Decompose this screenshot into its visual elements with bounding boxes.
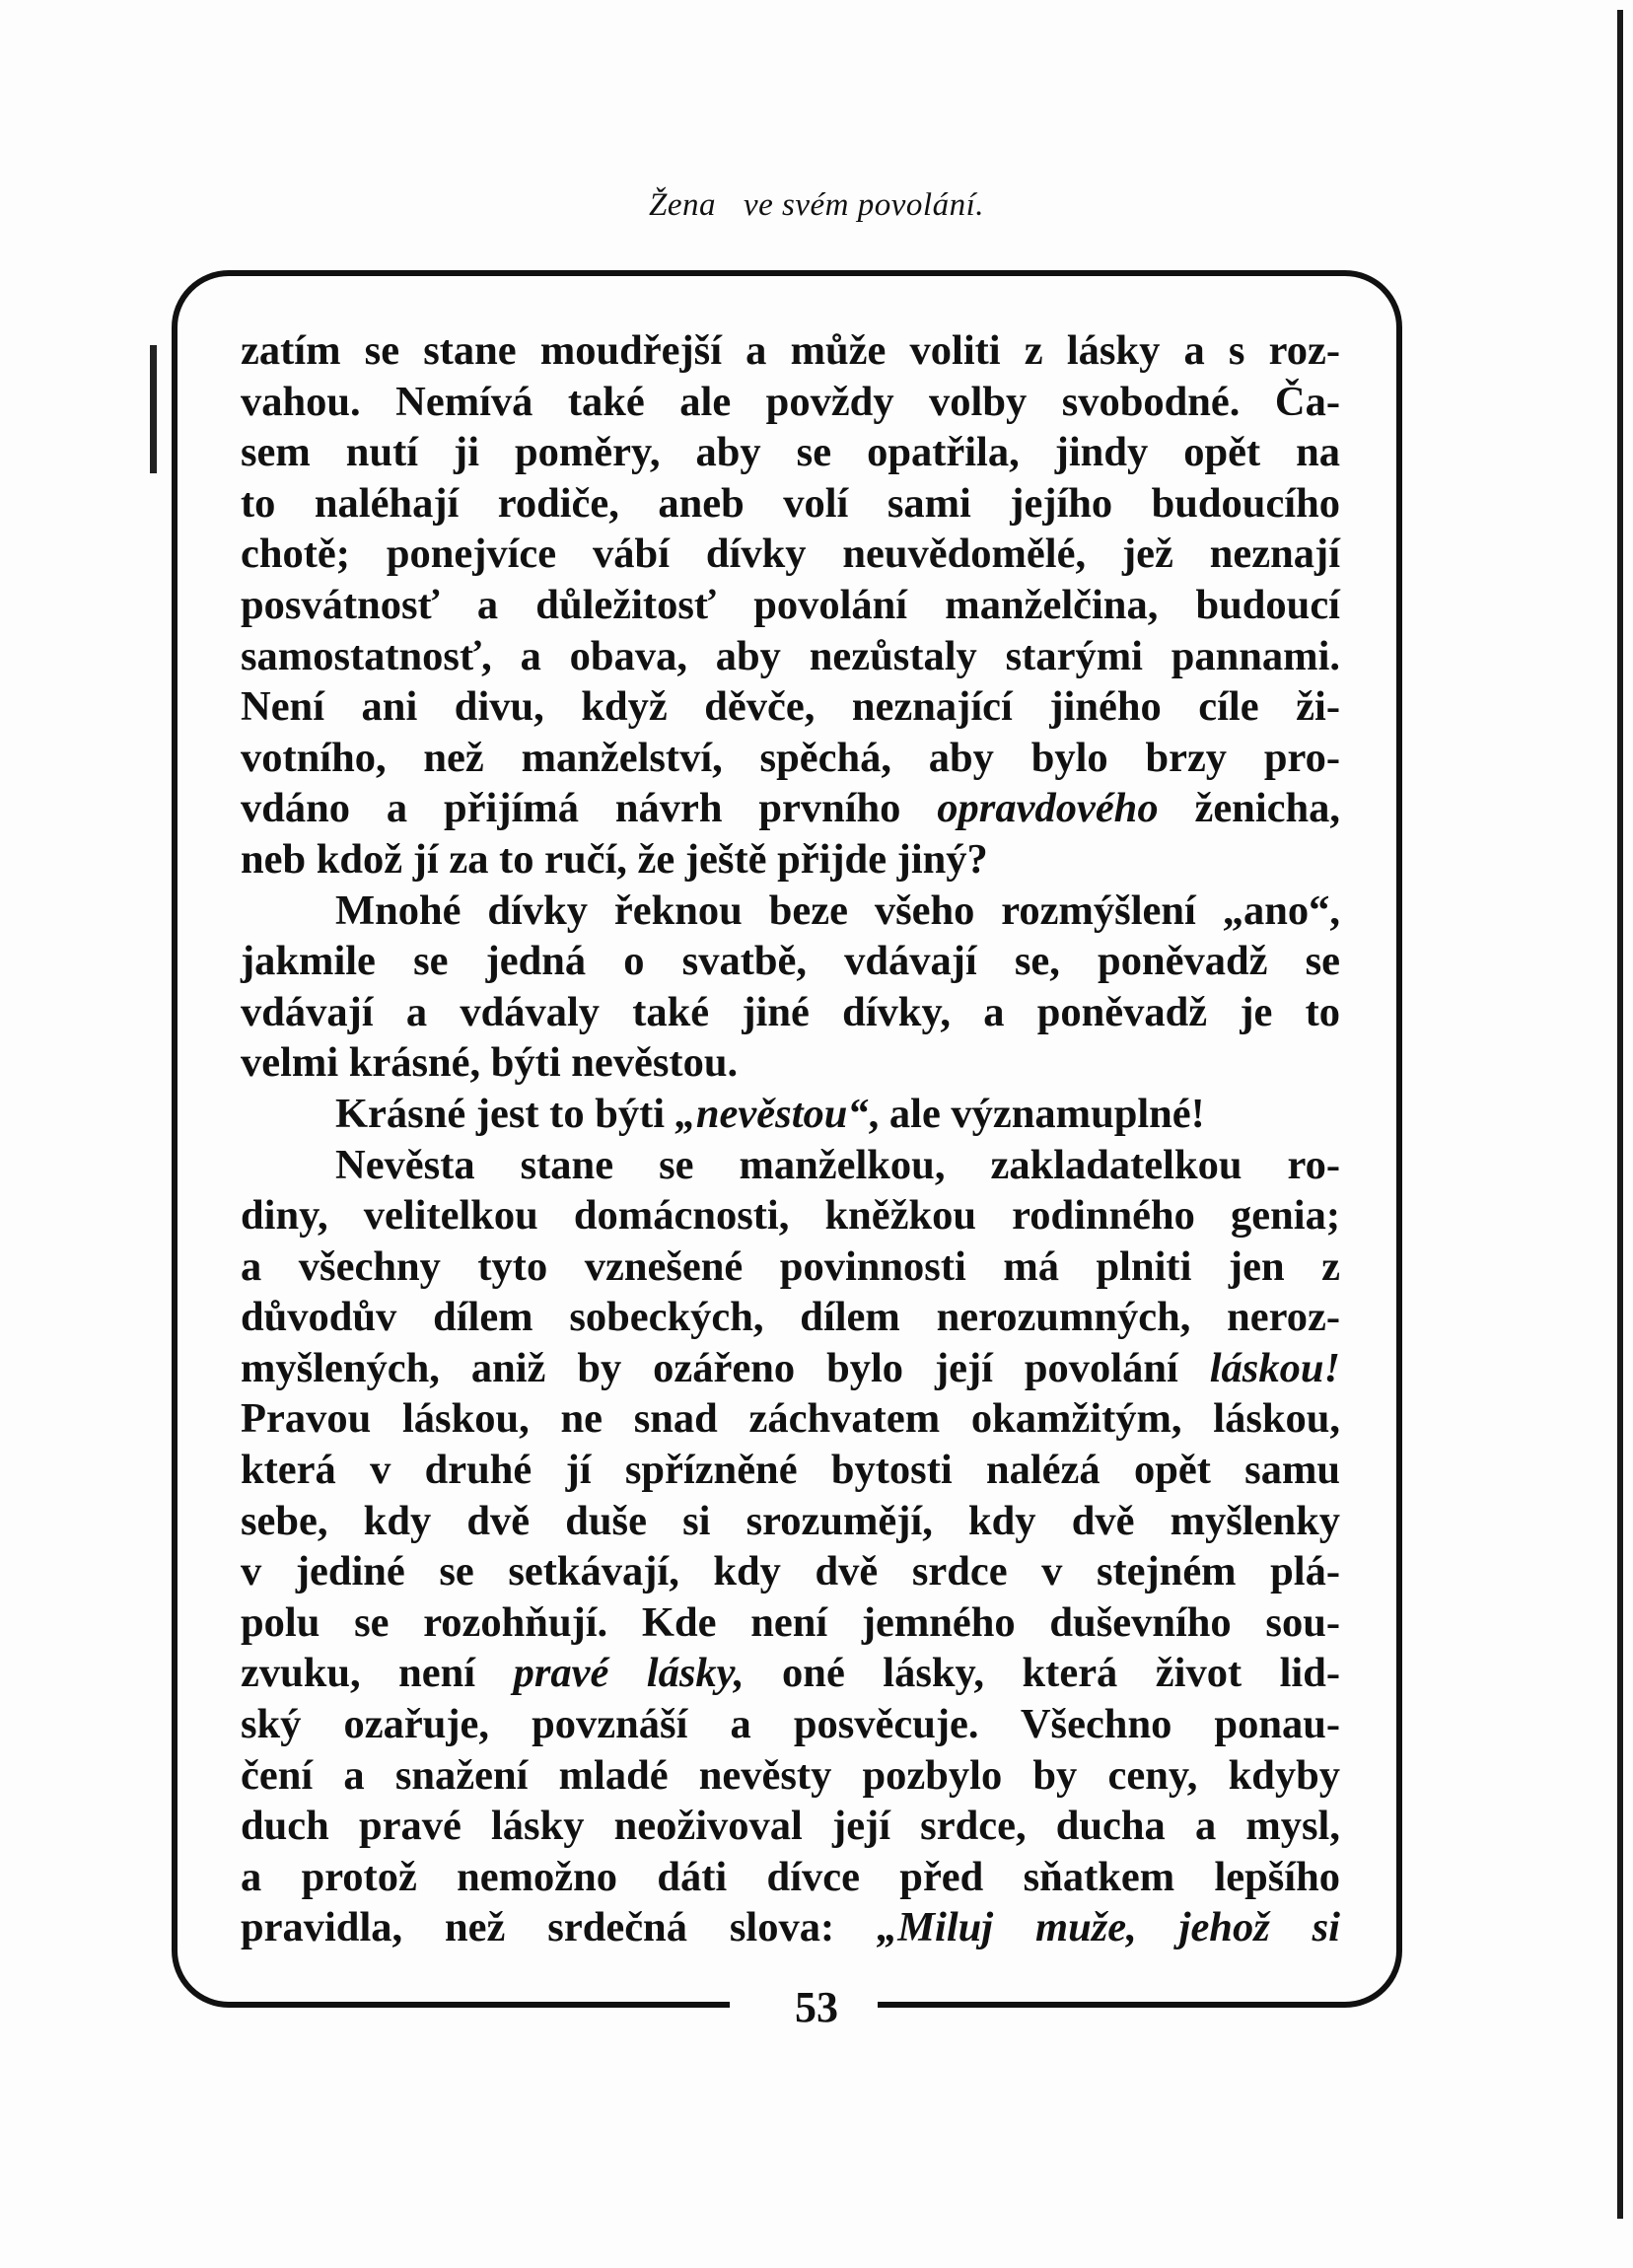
line-segment: Krásné jest to býti <box>335 1090 675 1137</box>
scan-edge <box>1617 10 1623 2219</box>
text-line: to naléhají rodiče, aneb volí sami jejího budoucího <box>241 479 1340 527</box>
text-line: polu se rozohňují. Kde není jemného duševního sou- <box>241 1598 1340 1646</box>
text-line: neb kdož jí za to ručí, že ještě přijde jiný? <box>241 835 988 883</box>
text-line: a všechny tyto vznešené povinnosti má plniti jen z <box>241 1242 1340 1290</box>
text-line-paragraph-start <box>241 1089 1340 1140</box>
line-segment: , ale významuplné! <box>868 1090 1205 1137</box>
line-segment: vdáno a přijímá návrh prvního <box>241 785 938 832</box>
text-line: Není ani divu, když děvče, neznající jiného cíle ži- <box>241 683 1340 731</box>
text-line: sem nutí ji poměry, aby se opatřila, jindy opět na <box>241 429 1340 476</box>
italic-emphasis: pravé lásky, <box>513 1650 745 1697</box>
running-header-word: Žena <box>649 187 716 223</box>
text-line: chotě; ponejvíce vábí dívky neuvědomělé, jež neznají <box>241 531 1340 578</box>
text-line <box>241 1648 1340 1699</box>
text-line: diny, velitelkou domácnosti, kněžkou rodinného genia; <box>241 1192 1340 1240</box>
text-line: velmi krásné, býti nevěstou. <box>241 1039 739 1087</box>
body-text <box>241 325 1340 1953</box>
text-line-paragraph-start: Nevěsta stane se manželkou, zakladatelkou ro- <box>335 1141 1340 1188</box>
line-segment: ženicha, <box>1158 785 1340 832</box>
text-line: posvátnosť a důležitosť povolání manželčina, budoucí <box>241 581 1340 628</box>
text-line: a protož nemožno dáti dívce před sňatkem lepšího <box>241 1853 1340 1900</box>
italic-emphasis: láskou! <box>1209 1344 1340 1391</box>
text-line: votního, než manželství, spěchá, aby bylo brzy pro- <box>241 734 1340 781</box>
text-line: čení a snažení mladé nevěsty pozbylo by ceny, kdyby <box>241 1751 1340 1799</box>
line-segment: pravidla, než srdečná slova: <box>241 1904 878 1951</box>
text-line: vahou. Nemívá také ale povždy volby svobodné. Ča- <box>241 378 1340 425</box>
text-line: jakmile se jedná o svatbě, vdávají se, poněvadž se <box>241 938 1340 985</box>
text-line <box>241 783 1340 834</box>
binding-shadow <box>150 345 157 473</box>
italic-emphasis: „Miluj muže, jehož si <box>877 1904 1340 1951</box>
italic-emphasis: „nevěstou“ <box>674 1090 869 1137</box>
text-line: sebe, kdy dvě duše si srozumějí, kdy dvě myšlenky <box>241 1497 1340 1544</box>
text-line-paragraph-start: Mnohé dívky řeknou beze všeho rozmýšlení „ano“, <box>335 886 1340 934</box>
running-header <box>0 187 1633 224</box>
line-segment: oné lásky, která život lid- <box>744 1650 1340 1697</box>
text-line: vdávají a vdávaly také jiné dívky, a poněvadž je to <box>241 988 1340 1035</box>
text-line: samostatnosť, a obava, aby nezůstaly starými pannami. <box>241 632 1340 679</box>
text-line: která v druhé jí spřízněné bytosti nalézá opět samu <box>241 1447 1340 1494</box>
text-line: v jediné se setkávají, kdy dvě srdce v stejném plá- <box>241 1548 1340 1595</box>
italic-emphasis: opravdového <box>937 785 1159 832</box>
text-line: zatím se stane moudřejší a může voliti z lásky a s roz- <box>241 327 1340 374</box>
text-line: ský ozařuje, povznáší a posvěcuje. Všechno ponau- <box>241 1701 1340 1748</box>
line-segment: zvuku, není <box>241 1650 514 1697</box>
text-line: Pravou láskou, ne snad záchvatem okamžitým, láskou, <box>241 1395 1340 1443</box>
running-header-rest: ve svém povolání. <box>744 187 984 223</box>
text-line: důvodův dílem sobeckých, dílem nerozumných, neroz- <box>241 1294 1340 1341</box>
page-number: 53 <box>795 1983 838 2031</box>
text-line <box>241 1343 1340 1394</box>
text-line: duch pravé lásky neoživoval její srdce, ducha a mysl, <box>241 1803 1340 1850</box>
line-segment: myšlených, aniž by ozářeno bylo její povolání <box>241 1344 1210 1391</box>
text-line <box>241 1902 1340 1953</box>
